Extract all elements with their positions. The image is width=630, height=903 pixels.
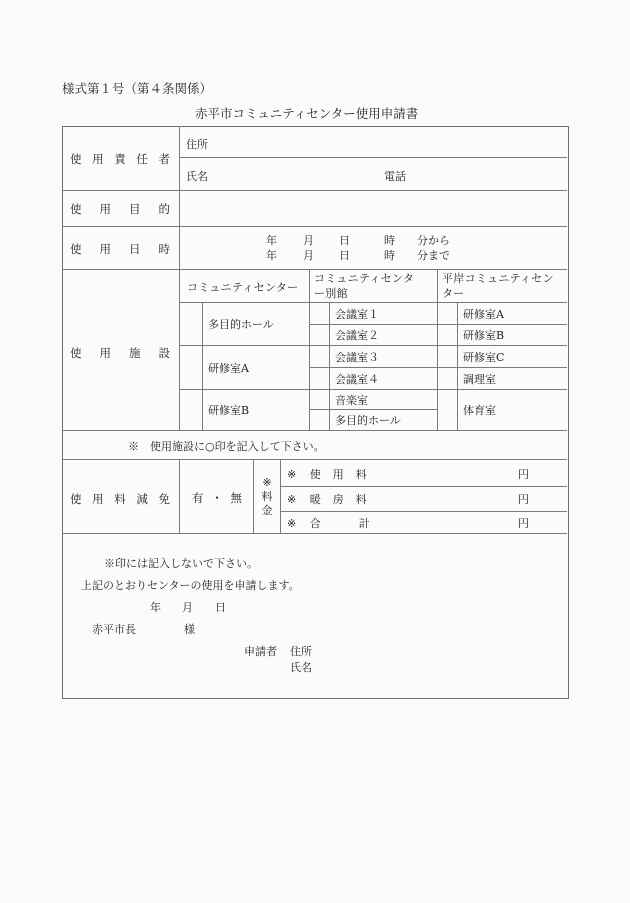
room-annex-meeting-3: 会議室３: [335, 350, 379, 364]
reduction-choice[interactable]: 有 ・ 無: [192, 491, 242, 505]
room-hiragishi-cooking: 調理室: [463, 372, 496, 386]
choice-no[interactable]: 無: [230, 491, 242, 505]
heating-fee-field[interactable]: [340, 488, 510, 510]
fee-reduction-label: 使 用 料 減 免: [70, 492, 170, 506]
datetime-fields[interactable]: 年 月 日 時 分から 年 月 日 時 分まで: [266, 234, 450, 262]
name-label: 氏名: [186, 170, 208, 183]
facility-heading-hiragishi: 平岸コミュニティセン ター: [442, 272, 554, 300]
room-annex-meeting-4: 会議室４: [335, 372, 379, 386]
room-cc-training-b: 研修室B: [208, 404, 250, 417]
facilities-label: 使 用 施 設: [70, 346, 170, 360]
checkbox-hiragishi-training-a[interactable]: [438, 303, 456, 323]
form-number: 様式第１号（第４条関係）: [62, 81, 213, 96]
checkbox-annex-hall[interactable]: [310, 410, 328, 429]
usage-fee-field[interactable]: [340, 461, 510, 485]
room-hiragishi-training-b: 研修室B: [463, 329, 505, 342]
choice-yes[interactable]: 有: [192, 491, 204, 505]
yen-unit: 円: [518, 517, 529, 530]
checkbox-annex-meeting-3[interactable]: [310, 346, 328, 366]
checkbox-annex-meeting-2[interactable]: [310, 325, 328, 344]
room-annex-meeting-2: 会議室２: [335, 329, 379, 342]
applicant-address-label: 住所: [290, 645, 312, 658]
fee-label: ※ 料 金: [261, 476, 273, 517]
honorific: 様: [184, 623, 195, 636]
room-cc-hall: 多目的ホール: [208, 318, 274, 331]
room-annex-meeting-1: 会議室１: [335, 307, 379, 321]
phone-label: 電話: [384, 170, 406, 183]
facility-heading-annex: コミュニティセンタ ー別館: [314, 272, 415, 300]
responsible-label: 使 用 責 任 者: [70, 152, 170, 166]
checkbox-annex-music[interactable]: [310, 390, 328, 408]
facility-heading-community-center: コミュニティセンター: [187, 281, 299, 294]
checkbox-hiragishi-gym[interactable]: [438, 390, 456, 429]
checkbox-annex-meeting-4[interactable]: [310, 368, 328, 388]
yen-unit: 円: [518, 493, 529, 506]
addressee: 赤平市長: [92, 623, 136, 636]
datetime-label: 使 用 日 時: [70, 242, 170, 256]
fee-row-heating: ※ 暖房料: [287, 493, 367, 506]
address-label: 住所: [186, 138, 208, 151]
applicant-name-label: 氏名: [290, 661, 312, 674]
applicant-label: 申請者: [244, 645, 277, 658]
room-hiragishi-gym: 体育室: [463, 404, 496, 417]
applicant-address-field[interactable]: [318, 640, 558, 658]
checkbox-hiragishi-training-c[interactable]: [438, 346, 456, 366]
purpose-field[interactable]: [181, 192, 565, 225]
application-statement: 上記のとおりセンターの使用を申請します。: [81, 579, 300, 592]
address-field[interactable]: [186, 158, 561, 189]
checkbox-hiragishi-cooking[interactable]: [438, 368, 456, 388]
checkbox-cc-training-b[interactable]: [180, 390, 201, 429]
facilities-note: ※ 使用施設に○印を記入して下さい。: [128, 440, 325, 453]
room-hiragishi-training-c: 研修室C: [463, 350, 505, 364]
checkbox-annex-meeting-1[interactable]: [310, 303, 328, 323]
checkbox-cc-training-a[interactable]: [180, 346, 201, 388]
applicant-name-field[interactable]: [318, 657, 558, 675]
fee-row-usage: ※ 使用料: [287, 468, 367, 481]
checkbox-cc-hall[interactable]: [180, 303, 201, 344]
purpose-label: 使 用 目 的: [70, 202, 170, 216]
page-title: 赤平市コミュニティセンター使用申請書: [195, 106, 419, 121]
room-hiragishi-training-a: 研修室A: [463, 307, 504, 321]
yen-unit: 円: [518, 468, 529, 481]
room-cc-training-a: 研修室A: [208, 361, 249, 375]
fee-row-total: ※ 合計: [287, 517, 370, 530]
total-fee-field[interactable]: [340, 512, 510, 532]
room-annex-hall: 多目的ホール: [335, 414, 401, 427]
checkbox-hiragishi-training-b[interactable]: [438, 325, 456, 344]
footer-note: ※印には記入しないで下さい。: [104, 557, 258, 570]
room-annex-music: 音楽室: [335, 393, 368, 407]
